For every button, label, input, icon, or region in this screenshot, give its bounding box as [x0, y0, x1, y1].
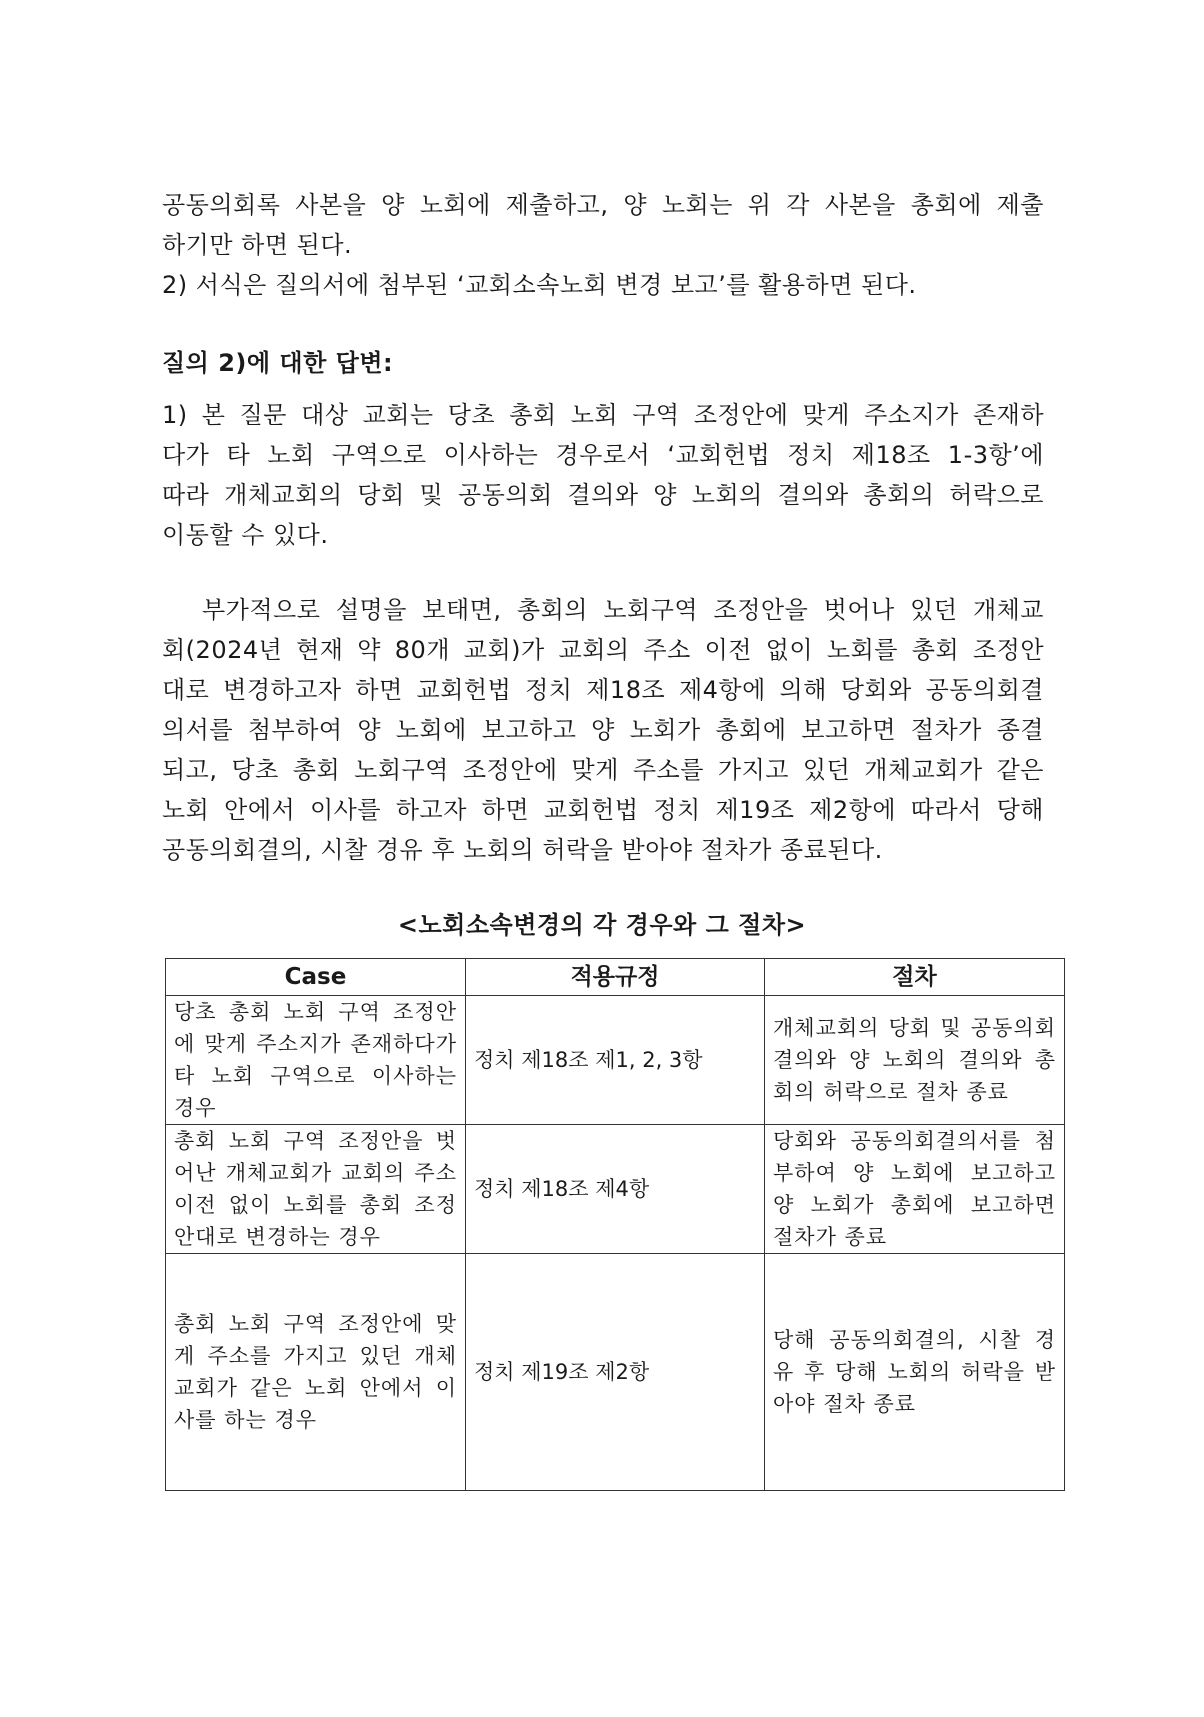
cell-line: 교회가 같은 노회 안에서 이: [174, 1376, 457, 1400]
table-header-row: [166, 959, 1065, 996]
case-cell: [166, 1125, 466, 1254]
cell-line: 양 노회가 총회에 보고하면: [773, 1193, 1056, 1217]
cell-line: 게 주소를 가지고 있던 개체: [174, 1344, 457, 1368]
cell-line: 개체교회의 당회 및 공동의회: [773, 1016, 1056, 1040]
cell-line: 당초 총회 노회 구역 조정안: [174, 1000, 457, 1024]
q2-answer-heading: 질의 2)에 대한 답변:: [162, 349, 394, 377]
procedure-cell: [765, 1254, 1065, 1491]
supplement-paragraph: [162, 590, 1044, 870]
cell-line: 유 후 당해 노회의 허락을 받: [773, 1360, 1056, 1384]
cell-line: 부하여 양 노회에 보고하고: [773, 1161, 1056, 1185]
intro-paragraph: [162, 185, 1044, 305]
column-header-case: Case: [166, 959, 466, 996]
table-title: <노회소속변경의 각 경우와 그 절차>: [397, 911, 807, 939]
column-header-rule: 적용규정: [466, 959, 765, 996]
text-line: 대로 변경하고자 하면 교회헌법 정치 제18조 제4항에 의해 당회와 공동의회결: [162, 676, 1044, 704]
case-cell: [166, 1254, 466, 1491]
text-line: 회(2024년 현재 약 80개 교회)가 교회의 주소 이전 없이 노회를 총회 조정안: [162, 636, 1044, 664]
text-line: 2) 서식은 질의서에 첨부된 ‘교회소속노회 변경 보고’를 활용하면 된다.: [162, 271, 917, 299]
case-cell: [166, 996, 466, 1125]
text-line: 하기만 하면 된다.: [162, 231, 353, 259]
cell-line: 총회 노회 구역 조정안에 맞: [174, 1312, 457, 1336]
cell-line: 타 노회 구역으로 이사하는: [174, 1064, 457, 1088]
text-line: 공동의회결의, 시찰 경유 후 노회의 허락을 받아야 절차가 종료된다.: [162, 836, 883, 864]
cell-line: 절차가 종료: [773, 1225, 888, 1249]
text-line: 공동의회록 사본을 양 노회에 제출하고, 양 노회는 위 각 사본을 총회에 제출: [162, 191, 1044, 219]
cell-line: 에 맞게 주소지가 존재하다가: [174, 1032, 457, 1056]
table-row: [166, 996, 1065, 1125]
cell-line: 안대로 변경하는 경우: [174, 1225, 381, 1249]
text-line: 노회 안에서 이사를 하고자 하면 교회헌법 정치 제19조 제2항에 따라서 당해: [162, 796, 1044, 824]
text-line: 되고, 당초 총회 노회구역 조정안에 맞게 주소를 가지고 있던 개체교회가 같은: [162, 756, 1044, 784]
procedure-cell: [765, 996, 1065, 1125]
cell-line: 당해 공동의회결의, 시찰 경: [773, 1328, 1056, 1352]
cell-line: 총회 노회 구역 조정안을 벗: [174, 1129, 457, 1153]
procedure-table: [165, 958, 1065, 1491]
rule-cell: 정치 제19조 제2항: [466, 1254, 765, 1491]
table-row: [166, 1254, 1065, 1491]
cell-line: 결의와 양 노회의 결의와 총: [773, 1048, 1056, 1072]
cell-line: 당회와 공동의회결의서를 첨: [773, 1129, 1056, 1153]
cell-line: 경우: [174, 1096, 217, 1120]
procedure-cell: [765, 1125, 1065, 1254]
cell-line: 회의 허락으로 절차 종료: [773, 1080, 1009, 1104]
cell-line: 사를 하는 경우: [174, 1408, 318, 1432]
rule-cell: 정치 제18조 제1, 2, 3항: [466, 996, 765, 1125]
text-line: 따라 개체교회의 당회 및 공동의회 결의와 양 노회의 결의와 총회의 허락으로: [162, 481, 1044, 509]
text-line: 의서를 첨부하여 양 노회에 보고하고 양 노회가 총회에 보고하면 절차가 종결: [162, 716, 1044, 744]
text-line: 다가 타 노회 구역으로 이사하는 경우로서 ‘교회헌법 정치 제18조 1-3항’에: [162, 441, 1044, 469]
q2-answer-paragraph: [162, 395, 1044, 555]
text-line: 이동할 수 있다.: [162, 521, 329, 549]
rule-cell: 정치 제18조 제4항: [466, 1125, 765, 1254]
cell-line: 어난 개체교회가 교회의 주소: [174, 1161, 457, 1185]
column-header-procedure: 절차: [765, 959, 1065, 996]
text-line: 1) 본 질문 대상 교회는 당초 총회 노회 구역 조정안에 맞게 주소지가 존재하: [162, 401, 1044, 429]
text-line: 부가적으로 설명을 보태면, 총회의 노회구역 조정안을 벗어나 있던 개체교: [202, 596, 1044, 624]
table-row: [166, 1125, 1065, 1254]
cell-line: 이전 없이 노회를 총회 조정: [174, 1193, 457, 1217]
cell-line: 아야 절차 종료: [773, 1392, 917, 1416]
